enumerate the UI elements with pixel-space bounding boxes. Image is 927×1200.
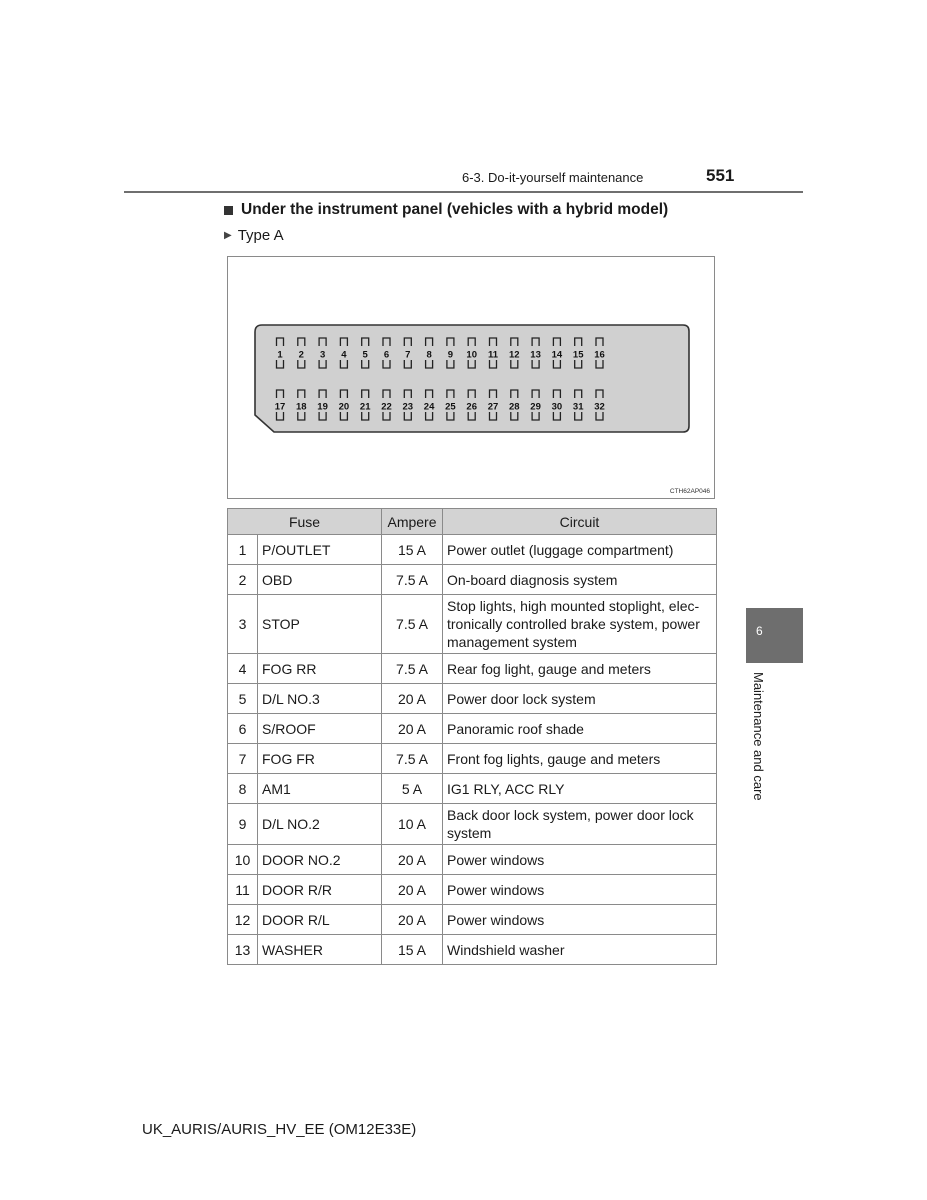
fuse-number: 8 xyxy=(228,774,258,804)
fuse-ampere: 20 A xyxy=(382,905,443,935)
fuse-number: 10 xyxy=(228,845,258,875)
fuse-number: 3 xyxy=(228,595,258,654)
chapter-tab xyxy=(746,608,803,663)
fuse-ampere: 7.5 A xyxy=(382,744,443,774)
fuse-name: DOOR R/R xyxy=(258,875,382,905)
fuse-slot-number: 22 xyxy=(381,401,392,413)
table-row xyxy=(228,535,717,565)
header-circuit: Circuit xyxy=(443,509,717,535)
fuse-slot-number: 8 xyxy=(426,349,432,361)
fuse-slot-number: 32 xyxy=(594,401,605,413)
fuse-slot-number: 13 xyxy=(530,349,541,361)
table-row xyxy=(228,935,717,965)
fuse-slot-number: 18 xyxy=(296,401,307,413)
fuse-number: 6 xyxy=(228,714,258,744)
fuse-name: FOG FR xyxy=(258,744,382,774)
fuse-slot-number: 28 xyxy=(509,401,520,413)
sub-heading-text: Type A xyxy=(237,227,284,244)
fuse-ampere: 20 A xyxy=(382,714,443,744)
fuse-slot-number: 29 xyxy=(530,401,541,413)
fuse-circuit: Power door lock system xyxy=(443,684,717,714)
fuse-slot-number: 19 xyxy=(317,401,328,413)
fuse-slot-number: 10 xyxy=(466,349,477,361)
fuse-ampere: 5 A xyxy=(382,774,443,804)
table-row xyxy=(228,684,717,714)
triangle-bullet-icon: ▶ xyxy=(224,230,232,241)
fuse-name: FOG RR xyxy=(258,654,382,684)
fuse-slot-number: 25 xyxy=(445,401,456,413)
fuse-name: WASHER xyxy=(258,935,382,965)
table-row xyxy=(228,804,717,845)
page-number: 551 xyxy=(706,166,735,185)
fuse-slot-number: 23 xyxy=(402,401,414,413)
fuse-slot-number: 20 xyxy=(338,401,350,413)
fuse-ampere: 15 A xyxy=(382,535,443,565)
fuse-slot-number: 2 xyxy=(298,349,304,361)
fuse-ampere: 7.5 A xyxy=(382,595,443,654)
fuse-number: 2 xyxy=(228,565,258,595)
table-row xyxy=(228,654,717,684)
footer-code: UK_AURIS/AURIS_HV_EE (OM12E33E) xyxy=(142,1121,417,1138)
header-ampere: Ampere xyxy=(382,509,443,535)
table-row xyxy=(228,774,717,804)
fuse-number: 9 xyxy=(228,804,258,845)
table-row xyxy=(228,875,717,905)
fuse-number: 4 xyxy=(228,654,258,684)
fuse-number: 1 xyxy=(228,535,258,565)
fuse-ampere: 20 A xyxy=(382,845,443,875)
figure-code: CTH62AP046 xyxy=(669,488,710,495)
fuse-name: D/L NO.3 xyxy=(258,684,382,714)
table-row xyxy=(228,744,717,774)
fuse-slot-number: 26 xyxy=(466,401,477,413)
square-bullet-icon xyxy=(224,206,233,215)
fuse-circuit: Panoramic roof shade xyxy=(443,714,717,744)
fuse-number: 5 xyxy=(228,684,258,714)
chapter-number: 6 xyxy=(756,624,763,638)
fuse-name: DOOR NO.2 xyxy=(258,845,382,875)
table-row xyxy=(228,565,717,595)
fuse-box-diagram xyxy=(228,257,716,500)
sub-heading xyxy=(224,227,284,244)
fuse-slot-number: 11 xyxy=(487,349,499,361)
fuse-slot-number: 6 xyxy=(383,349,390,361)
header-fuse: Fuse xyxy=(228,509,382,535)
fuse-number: 7 xyxy=(228,744,258,774)
fuse-ampere: 20 A xyxy=(382,875,443,905)
fuse-slot-number: 5 xyxy=(362,349,368,361)
fuse-number: 11 xyxy=(228,875,258,905)
fuse-circuit: Back door lock system, power door lock system xyxy=(443,804,717,845)
fuse-slot-number: 27 xyxy=(487,401,499,413)
fuse-slot-number: 7 xyxy=(405,349,411,361)
table-header-row xyxy=(228,509,717,535)
fuse-slot-number: 4 xyxy=(341,349,347,361)
fuse-slot-number: 16 xyxy=(594,349,605,361)
fuse-slot-number: 12 xyxy=(509,349,520,361)
fuse-slot-number: 31 xyxy=(572,401,584,413)
fuse-slot-number: 9 xyxy=(447,349,454,361)
fuse-name: S/ROOF xyxy=(258,714,382,744)
main-heading-text: Under the instrument panel (vehicles with a hybrid model) xyxy=(241,201,669,218)
fuse-number: 13 xyxy=(228,935,258,965)
chapter-label-text: Maintenance and care xyxy=(751,672,766,801)
fuse-slot-number: 15 xyxy=(572,349,584,361)
fuse-name: STOP xyxy=(258,595,382,654)
fuse-ampere: 10 A xyxy=(382,804,443,845)
fuse-circuit: Stop lights, high mounted stoplight, elec-tronically controlled brake system, power management system xyxy=(443,595,717,654)
fuse-name: P/OUTLET xyxy=(258,535,382,565)
fuse-circuit: Windshield washer xyxy=(443,935,717,965)
fuse-slot-number: 21 xyxy=(359,401,371,413)
fuse-slot-number: 17 xyxy=(274,401,286,413)
fuse-ampere: 15 A xyxy=(382,935,443,965)
fuse-circuit: Front fog lights, gauge and meters xyxy=(443,744,717,774)
fuse-name: AM1 xyxy=(258,774,382,804)
fuse-ampere: 20 A xyxy=(382,684,443,714)
fuse-circuit: Power outlet (luggage compartment) xyxy=(443,535,717,565)
fuse-name: OBD xyxy=(258,565,382,595)
fuse-circuit: Power windows xyxy=(443,905,717,935)
fuse-circuit: Power windows xyxy=(443,875,717,905)
table-row xyxy=(228,905,717,935)
header-divider xyxy=(124,191,803,193)
fuse-slot-number: 24 xyxy=(423,401,435,413)
fuse-box-outline xyxy=(255,325,689,432)
fuse-circuit: On-board diagnosis system xyxy=(443,565,717,595)
fuse-slot-number: 30 xyxy=(551,401,563,413)
section-title: 6-3. Do-it-yourself maintenance xyxy=(462,170,644,185)
fuse-ampere: 7.5 A xyxy=(382,565,443,595)
fuse-box-figure xyxy=(227,256,715,499)
table-row xyxy=(228,595,717,654)
fuse-table xyxy=(227,508,717,965)
fuse-ampere: 7.5 A xyxy=(382,654,443,684)
fuse-circuit: IG1 RLY, ACC RLY xyxy=(443,774,717,804)
fuse-slot-number: 3 xyxy=(319,349,326,361)
table-row xyxy=(228,845,717,875)
fuse-slot-number: 14 xyxy=(551,349,563,361)
chapter-label xyxy=(746,672,774,822)
main-heading xyxy=(224,201,668,219)
table-row xyxy=(228,714,717,744)
fuse-name: DOOR R/L xyxy=(258,905,382,935)
fuse-slot-number: 1 xyxy=(277,349,283,361)
fuse-circuit: Power windows xyxy=(443,845,717,875)
fuse-circuit: Rear fog light, gauge and meters xyxy=(443,654,717,684)
fuse-number: 12 xyxy=(228,905,258,935)
fuse-name: D/L NO.2 xyxy=(258,804,382,845)
